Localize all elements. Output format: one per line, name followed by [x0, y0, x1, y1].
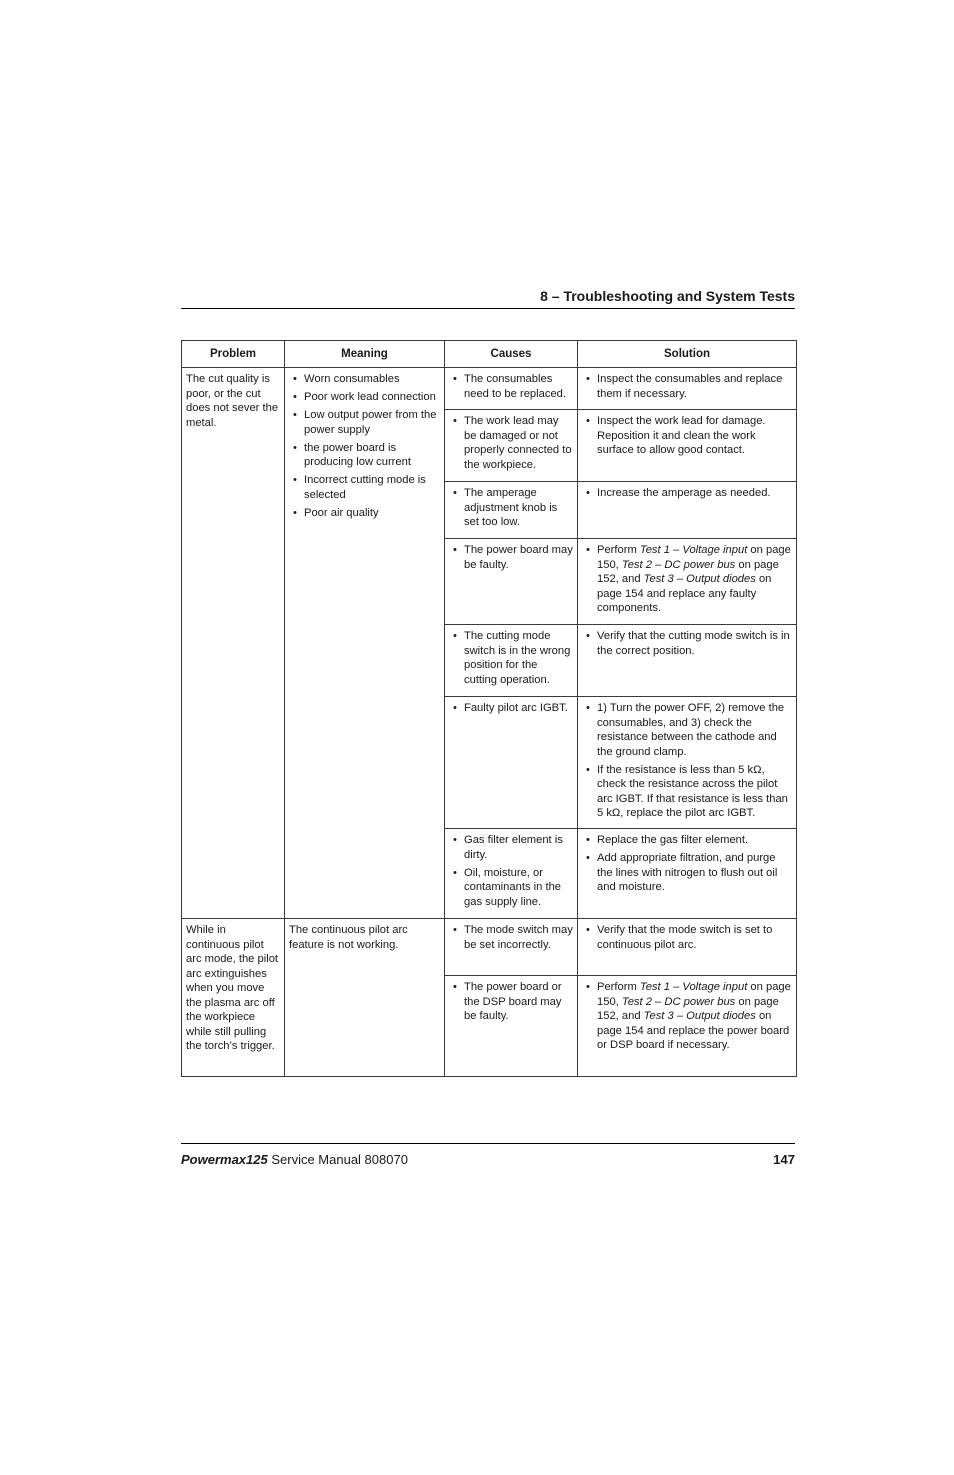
column-header-problem: Problem	[182, 341, 285, 368]
test-1-reference: Test 1 – Voltage input	[639, 981, 748, 993]
test-3-reference: Test 3 – Output diodes	[643, 573, 756, 585]
list-item: • The amperage adjustment knob is set too low.	[449, 486, 573, 530]
test-1-reference: Test 1 – Voltage input	[639, 544, 748, 556]
solution-text: on page 152, and	[597, 995, 779, 1022]
page-footer	[181, 1152, 795, 1167]
list-item	[582, 980, 792, 1053]
list-item: • The mode switch may be set incorrectly.	[449, 923, 573, 952]
list-item: • Verify that the mode switch is set to continuous pilot arc.	[582, 923, 792, 952]
solution-cell	[578, 829, 797, 919]
solution-cell	[578, 919, 797, 976]
solution-prefix: Perform	[597, 544, 640, 556]
manual-title: Service Manual 808070	[267, 1152, 408, 1167]
table-header-row	[182, 341, 797, 368]
solution-cell	[578, 482, 797, 539]
list-item: • The work lead may be damaged or not properly connected to the workpiece.	[449, 414, 573, 472]
solution-cell	[578, 368, 797, 410]
column-header-causes: Causes	[445, 341, 578, 368]
list-item: • Poor work lead connection	[289, 390, 440, 405]
list-item: • Replace the gas filter element.	[582, 833, 792, 848]
list-item: • Low output power from the power supply	[289, 408, 440, 437]
causes-cell	[445, 368, 578, 410]
list-item: • The cutting mode switch is in the wrong position for the cutting operation.	[449, 629, 573, 687]
product-name: Powermax125	[181, 1152, 268, 1167]
solution-cell	[578, 625, 797, 697]
list-item: • If the resistance is less than 5 kΩ, check the resistance across the pilot arc IGBT. If that resistance is less than 5 kΩ, replace the pilot arc IGBT.	[582, 763, 792, 821]
solution-suffix: on page 154 and replace any faulty components.	[597, 573, 772, 614]
troubleshooting-table	[181, 340, 797, 1077]
causes-cell	[445, 919, 578, 976]
causes-cell	[445, 482, 578, 539]
test-3-reference: Test 3 – Output diodes	[643, 1010, 756, 1022]
list-item: • Inspect the consumables and replace them if necessary.	[582, 372, 792, 401]
list-item: • Verify that the cutting mode switch is in the correct position.	[582, 629, 792, 658]
causes-cell	[445, 539, 578, 625]
meaning-cell: The continuous pilot arc feature is not working.	[285, 919, 445, 1077]
page-number: 147	[773, 1152, 795, 1167]
list-item: • The consumables need to be replaced.	[449, 372, 573, 401]
causes-cell	[445, 829, 578, 919]
causes-cell	[445, 697, 578, 829]
section-title: 8 – Troubleshooting and System Tests	[540, 288, 795, 304]
meaning-list	[289, 372, 440, 520]
footer-rule	[181, 1143, 795, 1144]
list-item: • Oil, moisture, or contaminants in the gas supply line.	[449, 866, 573, 910]
list-item: • Gas filter element is dirty.	[449, 833, 573, 862]
list-item: • Increase the amperage as needed.	[582, 486, 792, 501]
solution-cell	[578, 976, 797, 1077]
list-item: • Incorrect cutting mode is selected	[289, 473, 440, 502]
table-row	[182, 919, 797, 976]
problem-cell: While in continuous pilot arc mode, the pilot arc extinguishes when you move the plasma arc off the workpiece while still pulling the torch’s trigger.	[182, 919, 285, 1077]
test-2-reference: Test 2 – DC power bus	[621, 558, 736, 571]
causes-cell	[445, 410, 578, 482]
list-item: • The power board or the DSP board may be faulty.	[449, 980, 573, 1024]
solution-text: on page 150,	[597, 981, 791, 1008]
causes-cell	[445, 976, 578, 1077]
list-item: • Add appropriate filtration, and purge the lines with nitrogen to flush out oil and moisture.	[582, 851, 792, 895]
solution-text: on page 152, and	[597, 558, 779, 585]
table-row	[182, 368, 797, 410]
solution-suffix: on page 154 and replace the power board or DSP board if necessary.	[597, 1010, 790, 1051]
column-header-solution: Solution	[578, 341, 797, 368]
solution-prefix: Perform	[597, 981, 640, 993]
solution-cell	[578, 697, 797, 829]
solution-text: on page 150,	[597, 544, 791, 571]
meaning-cell	[285, 368, 445, 919]
list-item: • Worn consumables	[289, 372, 440, 387]
problem-cell: The cut quality is poor, or the cut does not sever the metal.	[182, 368, 285, 919]
list-item	[582, 543, 792, 616]
solution-cell	[578, 539, 797, 625]
causes-cell	[445, 625, 578, 697]
test-2-reference: Test 2 – DC power bus	[621, 995, 736, 1008]
list-item: • Poor air quality	[289, 506, 440, 521]
list-item: • Inspect the work lead for damage. Reposition it and clean the work surface to allow good contact.	[582, 414, 792, 458]
header-rule	[181, 308, 795, 309]
list-item: • 1) Turn the power OFF, 2) remove the consumables, and 3) check the resistance between the cathode and the ground clamp.	[582, 701, 792, 759]
list-item: • Faulty pilot arc IGBT.	[449, 701, 573, 716]
list-item: • the power board is producing low current	[289, 441, 440, 470]
column-header-meaning: Meaning	[285, 341, 445, 368]
solution-cell	[578, 410, 797, 482]
list-item: • The power board may be faulty.	[449, 543, 573, 572]
